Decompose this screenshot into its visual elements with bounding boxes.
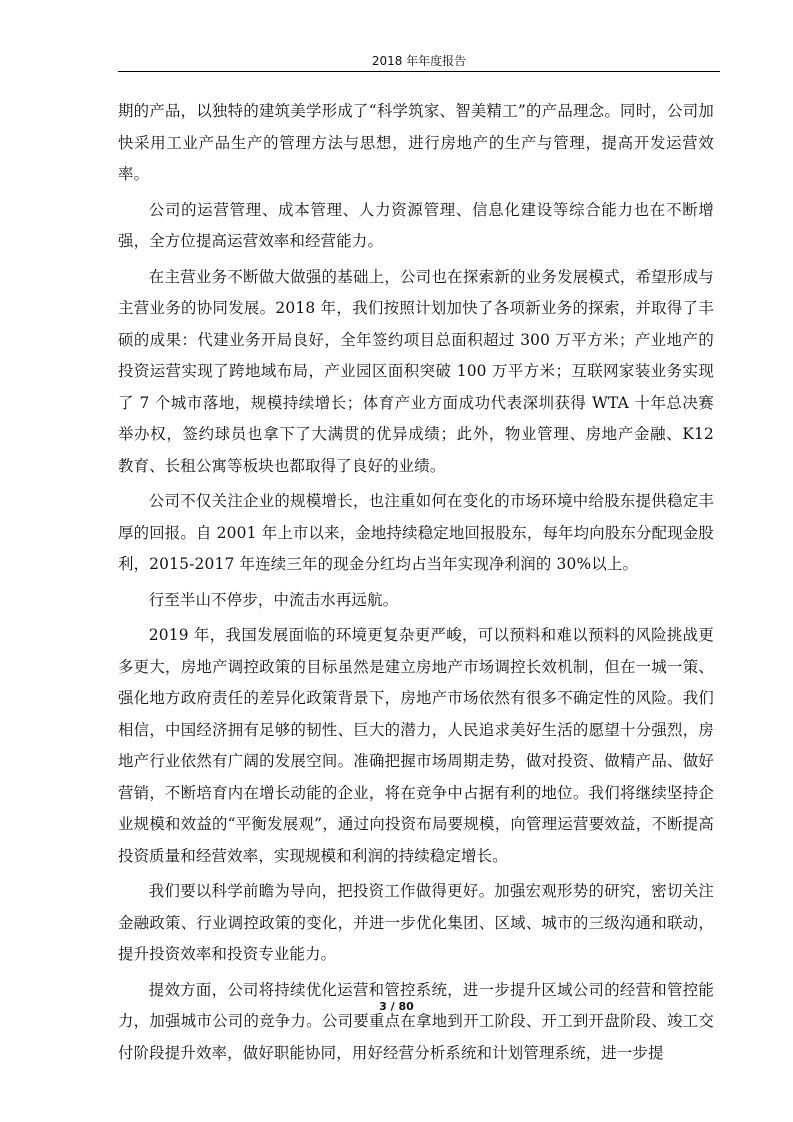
paragraph: 提效方面，公司将持续优化运营和管控系统，进一步提升区域公司的经营和管控能力，加强城市公司的竞争力。公司要重点在拿地到开工阶段、开工到开盘阶段、竣工交付阶段提升效率，做好职能协同，用好经营分析系统和计划管理系统，进一步提 (118, 980, 714, 1062)
paragraph: 期的产品，以独特的建筑美学形成了“科学筑家、智美精工”的产品理念。同时，公司加快采用工业产品生产的管理方法与思想，进行房地产的生产与管理，提高开发运营效率。 (118, 102, 714, 183)
page-number: 3 / 80 (379, 1000, 414, 1013)
paragraph: 2019 年，我国发展面临的环境更复杂更严峻，可以预料和难以预料的风险挑战更多更大，房地产调控政策的目标虽然是建立房地产市场调控长效机制，但在一城一策、强化地方政府责任的差异化政策背景下，房地产市场依然有很多不确定性的风险。我们相信，中国经济拥有足够的韧性、巨大的潜力，人民追求美好生活的愿望十分强烈，房地产行业依然有广阔的发展空间。准确把握市场周期走势，做对投资、做精产品、做好营销，不断培育内在增长动能的企业，将在竞争中占据有利的地位。我们将继续坚持企业规模和效益的“平衡发展观”，通过向投资布局要规模，向管理运营要效益，不断提高投资质量和经营效率，实现规模和利润的持续稳定增长。 (118, 626, 714, 865)
header-divider (118, 71, 720, 72)
paragraph: 公司不仅关注企业的规模增长，也注重如何在变化的市场环境中给股东提供稳定丰厚的回报。自 2001 年上市以来，金地持续稳定地回报股东，每年均向股东分配现金股利，2015-2017 年连续三年的现金分红均占当年实现净利润的 30%以上。 (118, 492, 714, 573)
paragraph: 我们要以科学前瞻为导向，把投资工作做得更好。加强宏观形势的研究，密切关注金融政策、行业调控政策的变化，并进一步优化集团、区域、城市的三级沟通和联动，提升投资效率和投资专业能力。 (118, 882, 714, 963)
report-header: 2018 年年度报告 (371, 54, 467, 68)
paragraph: 在主营业务不断做大做强的基础上，公司也在探索新的业务发展模式，希望形成与主营业务的协同发展。2018 年，我们按照计划加快了各项新业务的探索，并取得了丰硕的成果：代建业务开局良好，全年签约项目总面积超过 300 万平方米；产业地产的投资运营实现了跨地域布局，产业园区面积突破 100 万平方米；互联网家装业务实现了 7 个城市落地，规模持续增长；体育产业方面成功代表深圳获得 WTA 十年总决赛举办权，签约球员也拿下了大满贯的优异成绩；此外，物业管理、房地产金融、K12 教育、长租公寓等板块也都取得了良好的业绩。 (118, 267, 714, 475)
body-text (118, 96, 714, 1073)
paragraph: 公司的运营管理、成本管理、人力资源管理、信息化建设等综合能力也在不断增强，全方位提高运营效率和经营能力。 (118, 200, 714, 250)
paragraph: 行至半山不停步，中流击水再远航。 (148, 590, 399, 609)
